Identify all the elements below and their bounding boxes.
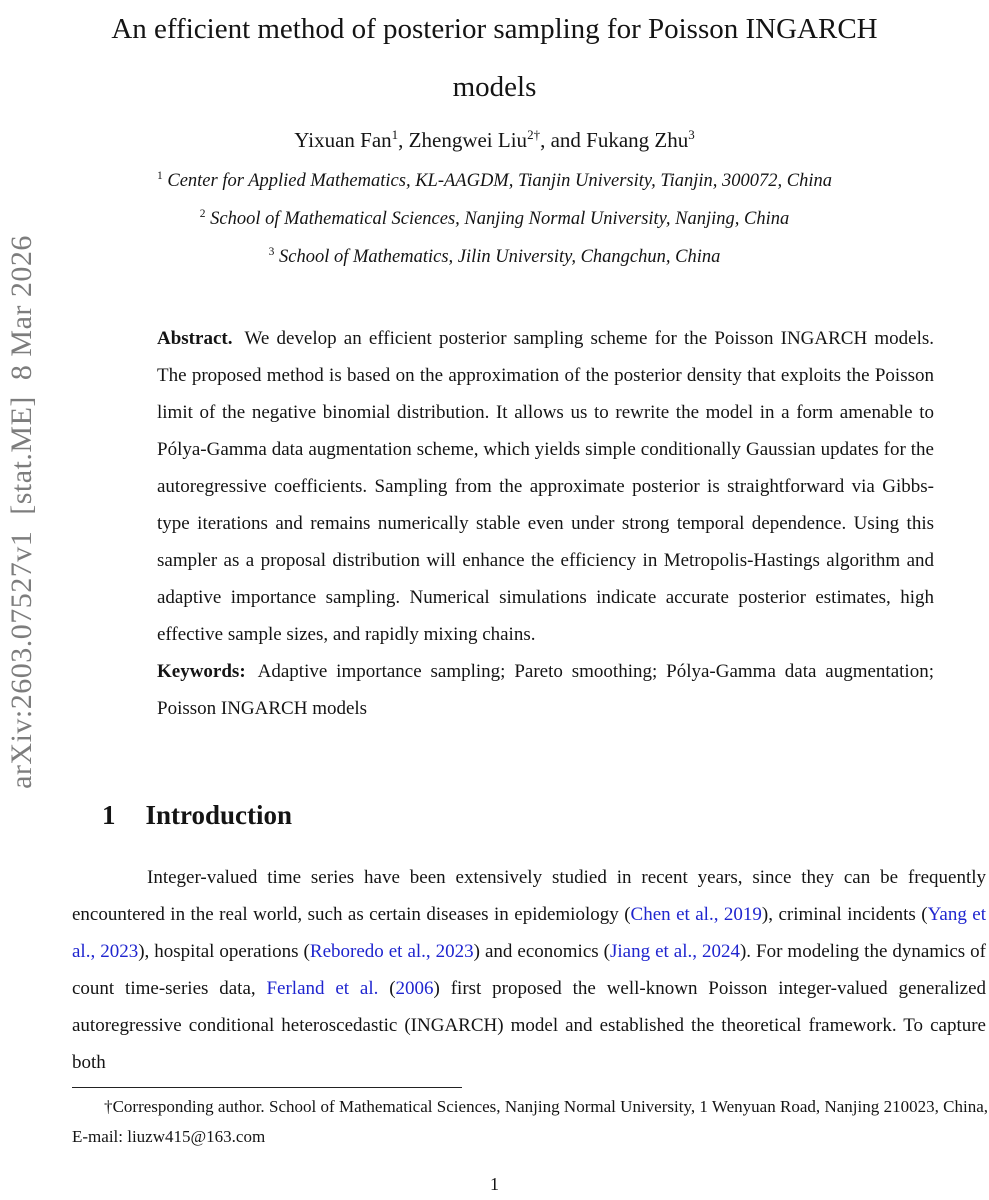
author-name: Fukang Zhu <box>586 128 689 152</box>
corresponding-author-footnote: †Corresponding author. School of Mathematical Sciences, Nanjing Normal University, 1 Wenyuan Road, Nanjing 210023, China, E-mail: liuzw415@163.com <box>72 1097 988 1146</box>
arxiv-banner: arXiv:2603.07527v1 [stat.ME] 8 Mar 2026 <box>5 235 38 789</box>
authors-line <box>0 128 989 153</box>
intro-text: Integer-valued time series have been extensively studied in recent years, since they can be frequently encountered in the real world, such as certain diseases in epidemiology ( <box>72 867 986 925</box>
author-separator: , <box>398 128 409 152</box>
page-number: 1 <box>490 1174 499 1194</box>
intro-text: ) first proposed the well-known Poisson integer-valued generalized autoregressive conditional heteroscedastic (INGARCH) model and established the theoretical framework. To capture both <box>72 978 986 1073</box>
author-separator: , and <box>540 128 587 152</box>
section-title: Introduction <box>145 800 293 830</box>
author-affil-marker: 2† <box>527 127 541 142</box>
affiliation-1 <box>0 171 989 192</box>
paper-title-line1: An efficient method of posterior sampling for Poisson INGARCH <box>111 13 878 45</box>
affiliation-text: School of Mathematical Sciences, Nanjing Normal University, Nanjing, China <box>210 209 790 229</box>
intro-paragraph <box>72 859 986 1081</box>
abstract-paragraph <box>157 320 934 653</box>
citation-link-ferland[interactable]: Ferland et al. <box>266 978 379 999</box>
intro-text: ( <box>378 978 396 999</box>
section-number: 1 <box>102 800 116 830</box>
citation-link-jiang-2024[interactable]: Jiang et al., 2024 <box>609 941 740 962</box>
abstract-block <box>157 320 934 727</box>
section-heading-introduction <box>102 800 292 831</box>
citation-link-yang-2023[interactable]: Yang et al., 2023 <box>72 904 987 962</box>
affiliation-3 <box>0 247 989 268</box>
author-name: Yixuan Fan <box>294 128 392 152</box>
keywords-label: Keywords: <box>157 661 246 682</box>
paper-title-line2: models <box>452 71 537 103</box>
citation-link-reboredo-2023[interactable]: Reboredo et al., 2023 <box>309 941 474 962</box>
affiliation-marker: 2 <box>199 207 206 220</box>
abstract-label: Abstract. <box>157 328 233 349</box>
paper-title <box>0 0 989 116</box>
citation-link-ferland-2006[interactable]: 2006 <box>395 978 434 999</box>
keywords-paragraph <box>157 653 934 727</box>
intro-text: ). For modeling the dynamics of count time-series data, <box>72 941 987 999</box>
intro-text: ), hospital operations ( <box>138 941 310 962</box>
affiliation-2 <box>0 209 989 230</box>
author-name: Zhengwei Liu <box>408 128 528 152</box>
affiliation-marker: 3 <box>268 245 275 258</box>
intro-text: ) and economics ( <box>473 941 610 962</box>
citation-link-chen-2019[interactable]: Chen et al., 2019 <box>630 904 762 925</box>
footnote-rule <box>72 1087 462 1088</box>
author-affil-marker: 3 <box>688 127 695 142</box>
affiliation-marker: 1 <box>157 169 163 182</box>
keywords-text: Adaptive importance sampling; Pareto smoothing; Pólya-Gamma data augmentation; Poisson INGARCH models <box>157 661 934 719</box>
affiliation-text: Center for Applied Mathematics, KL-AAGDM, Tianjin University, Tianjin, 300072, China <box>167 171 832 191</box>
affiliation-text: School of Mathematics, Jilin University, Changchun, China <box>278 247 721 267</box>
abstract-text: We develop an efficient posterior sampling scheme for the Poisson INGARCH models. The proposed method is based on the approximation of the posterior density that exploits the Poisson limit of the negative binomial distribution. It allows us to rewrite the model in a form amenable to Pólya-Gamma data augmentation scheme, which yields simple conditionally Gaussian updates for the autoregressive coefficients. Sampling from the approximate posterior is straightforward via Gibbs-type iterations and remains numerically stable even under strong temporal dependence. Using this sampler as a proposal distribution will enhance the efficiency in Metropolis-Hastings algorithm and adaptive importance sampling. Numerical simulations indicate accurate posterior estimates, high effective sample sizes, and rapidly mixing chains. <box>157 328 934 645</box>
intro-text: ), criminal incidents ( <box>761 904 928 925</box>
author-affil-marker: 1 <box>391 127 399 142</box>
